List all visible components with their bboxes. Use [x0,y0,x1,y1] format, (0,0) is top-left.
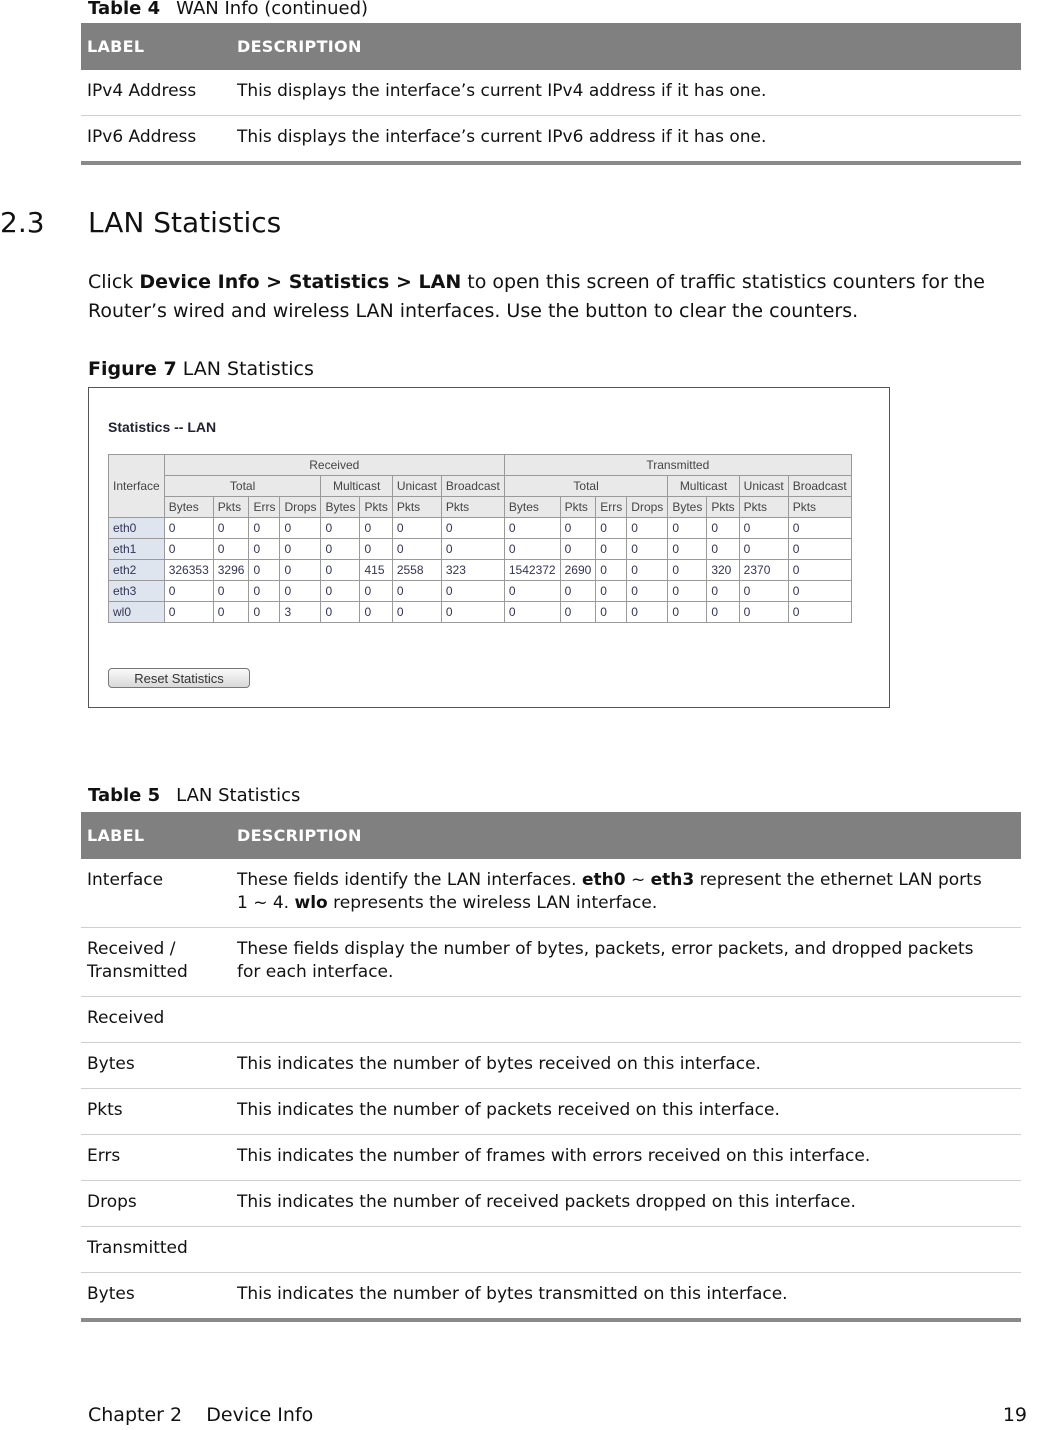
stats-interface-name: eth1 [109,539,165,560]
table-row [81,928,1021,997]
figure-caption-title: LAN Statistics [182,358,314,380]
stats-cell: 0 [504,602,560,623]
table5-header-row [81,812,1021,859]
stats-cell: 0 [392,518,441,539]
section-heading [0,206,281,239]
stats-col-header: Errs [596,497,627,518]
stats-header-tx-unicast: Unicast [739,476,788,497]
table5-cell-label: Transmitted [81,1227,231,1273]
stats-cell: 2370 [739,560,788,581]
table-row [109,518,852,539]
stats-cell: 0 [788,602,851,623]
reset-statistics-button[interactable]: Reset Statistics [108,668,250,688]
stats-cell: 0 [788,560,851,581]
stats-cell: 0 [596,602,627,623]
table5-cell-description [231,1227,1021,1273]
stats-cell: 0 [504,539,560,560]
stats-cell: 0 [392,581,441,602]
stats-cell: 0 [707,581,739,602]
stats-cell: 0 [560,602,596,623]
stats-header-rx-unicast: Unicast [392,476,441,497]
stats-cell: 0 [707,518,739,539]
intro-text-start: Click [88,271,140,293]
stats-cell: 0 [788,518,851,539]
table-row [81,1089,1021,1135]
table4-cell-label: IPv4 Address [81,70,231,116]
stats-cell: 0 [280,518,321,539]
footer-chapter-title: Device Info [206,1404,314,1426]
section-intro [88,268,1048,326]
stats-cell: 0 [321,581,360,602]
stats-cell: 0 [627,539,668,560]
table4-cell-description: This displays the interface’s current IPv4 address if it has one. [231,70,1021,116]
stats-cell: 0 [560,518,596,539]
stats-cell: 415 [360,560,392,581]
lan-statistics-table [108,454,852,623]
stats-cell: 0 [596,518,627,539]
footer-chapter [88,1404,313,1426]
stats-cell: 0 [627,581,668,602]
stats-col-header: Pkts [788,497,851,518]
table4-header-row [81,23,1021,70]
stats-cell: 3296 [213,560,249,581]
stats-cell: 0 [627,602,668,623]
stats-cell: 0 [213,602,249,623]
table-row [81,859,1021,928]
stats-col-header: Bytes [164,497,213,518]
stats-col-header: Pkts [707,497,739,518]
stats-header-tx-total: Total [504,476,667,497]
stats-cell: 0 [560,539,596,560]
stats-cell: 0 [321,539,360,560]
stats-cell: 0 [164,581,213,602]
stats-cell: 320 [707,560,739,581]
table-row [81,1181,1021,1227]
table4-cell-description: This displays the interface’s current IPv6 address if it has one. [231,116,1021,164]
table5-cell-description: This indicates the number of packets received on this interface. [231,1089,1021,1135]
stats-header-interface: Interface [109,455,165,518]
section-title: LAN Statistics [88,206,282,239]
stats-header-received: Received [164,455,504,476]
table5-caption-title: LAN Statistics [176,785,301,806]
stats-cell: 0 [627,518,668,539]
desc-text: ~ [625,870,651,890]
table-row [109,581,852,602]
table4 [81,23,1021,165]
stats-cell: 0 [441,539,504,560]
table5-cell-label: Received / Transmitted [81,928,231,997]
table-row [109,539,852,560]
stats-header-row-3 [109,497,852,518]
table-row [81,70,1021,116]
table5-cell-description: This indicates the number of frames with errors received on this interface. [231,1135,1021,1181]
desc-bold-wlo: wlo [294,893,328,913]
section-number: 2.3 [0,206,45,239]
table-row [81,1043,1021,1089]
stats-cell: 0 [321,560,360,581]
table5-cell-label: Pkts [81,1089,231,1135]
stats-cell: 0 [249,581,280,602]
table5-caption [88,785,300,806]
figure-caption-label: Figure 7 [88,358,177,380]
stats-cell: 0 [739,539,788,560]
figure-caption [88,358,314,380]
stats-interface-name: eth0 [109,518,165,539]
stats-interface-name: eth2 [109,560,165,581]
table5-cell-description: This indicates the number of received packets dropped on this interface. [231,1181,1021,1227]
footer-chapter-number: Chapter 2 [88,1404,183,1426]
table5 [81,812,1021,1322]
stats-col-header: Errs [249,497,280,518]
stats-cell: 0 [164,518,213,539]
stats-cell: 0 [739,518,788,539]
stats-cell: 3 [280,602,321,623]
stats-cell: 0 [249,518,280,539]
stats-col-header: Pkts [213,497,249,518]
footer-page-number: 19 [1002,1404,1027,1426]
stats-cell: 0 [739,581,788,602]
stats-body [109,518,852,623]
table5-cell-description [231,859,1021,928]
stats-col-header: Pkts [560,497,596,518]
stats-cell: 0 [280,560,321,581]
table-row [81,1227,1021,1273]
table5-cell-label: Drops [81,1181,231,1227]
stats-cell: 0 [360,581,392,602]
desc-text: These fields identify the LAN interfaces. [237,870,582,890]
stats-cell: 0 [504,518,560,539]
stats-cell: 0 [596,581,627,602]
intro-menu-path: Device Info > Statistics > LAN [139,271,462,293]
stats-cell: 0 [321,518,360,539]
stats-cell: 2558 [392,560,441,581]
stats-cell: 0 [360,539,392,560]
stats-cell: 0 [441,602,504,623]
stats-cell: 0 [739,602,788,623]
table-row [81,1135,1021,1181]
table5-cell-label: Interface [81,859,231,928]
stats-cell: 0 [668,539,707,560]
stats-cell: 0 [360,518,392,539]
table-row [81,1273,1021,1321]
stats-cell: 0 [788,581,851,602]
table5-cell-description: These fields display the number of bytes, packets, error packets, and dropped packets for each interface. [231,928,1021,997]
stats-header-rx-broadcast: Broadcast [441,476,504,497]
stats-col-header: Bytes [668,497,707,518]
stats-header-row-1 [109,455,852,476]
stats-col-header: Pkts [392,497,441,518]
stats-cell: 0 [249,539,280,560]
stats-cell: 0 [321,602,360,623]
stats-interface-name: eth3 [109,581,165,602]
stats-col-header: Bytes [321,497,360,518]
table-row [109,560,852,581]
stats-cell: 0 [668,518,707,539]
stats-cell: 0 [164,602,213,623]
table4-header-label: LABEL [81,23,231,70]
stats-cell: 0 [164,539,213,560]
stats-cell: 0 [213,518,249,539]
stats-header-row-2 [109,476,852,497]
stats-cell: 0 [504,581,560,602]
table-row [81,116,1021,164]
figure-screenshot [88,387,890,708]
table5-cell-description: This indicates the number of bytes received on this interface. [231,1043,1021,1089]
table4-caption-label: Table 4 [88,0,161,19]
stats-header-rx-multicast: Multicast [321,476,392,497]
table-row [109,602,852,623]
table5-cell-label: Bytes [81,1273,231,1321]
stats-cell: 0 [249,602,280,623]
figure-title: Statistics -- LAN [108,419,217,435]
table5-cell-description: This indicates the number of bytes transmitted on this interface. [231,1273,1021,1321]
stats-cell: 0 [213,539,249,560]
table4-caption [88,0,368,19]
stats-cell: 0 [668,581,707,602]
stats-col-header: Pkts [441,497,504,518]
stats-col-header: Pkts [360,497,392,518]
table5-cell-label: Bytes [81,1043,231,1089]
stats-cell: 323 [441,560,504,581]
desc-bold-eth3: eth3 [650,870,695,890]
stats-col-header: Bytes [504,497,560,518]
stats-cell: 0 [668,560,707,581]
stats-cell: 0 [668,602,707,623]
stats-cell: 0 [596,539,627,560]
table5-header-description: DESCRIPTION [231,812,1021,859]
stats-cell: 0 [280,539,321,560]
stats-header-transmitted: Transmitted [504,455,851,476]
table-row [81,997,1021,1043]
stats-header-tx-broadcast: Broadcast [788,476,851,497]
table4-cell-label: IPv6 Address [81,116,231,164]
stats-cell: 0 [707,539,739,560]
table4-caption-title: WAN Info (continued) [176,0,369,19]
stats-col-header: Drops [280,497,321,518]
stats-cell: 0 [249,560,280,581]
desc-text: represents the wireless LAN interface. [327,893,658,913]
stats-cell: 0 [392,602,441,623]
intro-text-end: to open this screen of traffic statistics counters for the Router’s wired and wireless LAN interfaces. Use the button to clear the counters. [88,271,985,322]
stats-cell: 0 [441,518,504,539]
stats-cell: 2690 [560,560,596,581]
stats-header-tx-multicast: Multicast [668,476,739,497]
table4-header-description: DESCRIPTION [231,23,1021,70]
stats-col-header: Drops [627,497,668,518]
desc-text: represent the ethernet LAN ports 1 ~ 4. [237,870,982,913]
table5-cell-label: Errs [81,1135,231,1181]
desc-bold-eth0: eth0 [581,870,626,890]
stats-header-rx-total: Total [164,476,321,497]
stats-cell: 0 [627,560,668,581]
stats-cell: 326353 [164,560,213,581]
stats-cell: 0 [707,602,739,623]
stats-col-header: Pkts [739,497,788,518]
table5-caption-label: Table 5 [88,785,161,806]
stats-interface-name: wl0 [109,602,165,623]
table5-cell-description [231,997,1021,1043]
stats-cell: 0 [441,581,504,602]
stats-cell: 0 [596,560,627,581]
stats-cell: 1542372 [504,560,560,581]
stats-cell: 0 [392,539,441,560]
stats-cell: 0 [560,581,596,602]
stats-cell: 0 [213,581,249,602]
stats-cell: 0 [360,602,392,623]
table5-header-label: LABEL [81,812,231,859]
stats-cell: 0 [788,539,851,560]
table5-cell-label: Received [81,997,231,1043]
stats-cell: 0 [280,581,321,602]
